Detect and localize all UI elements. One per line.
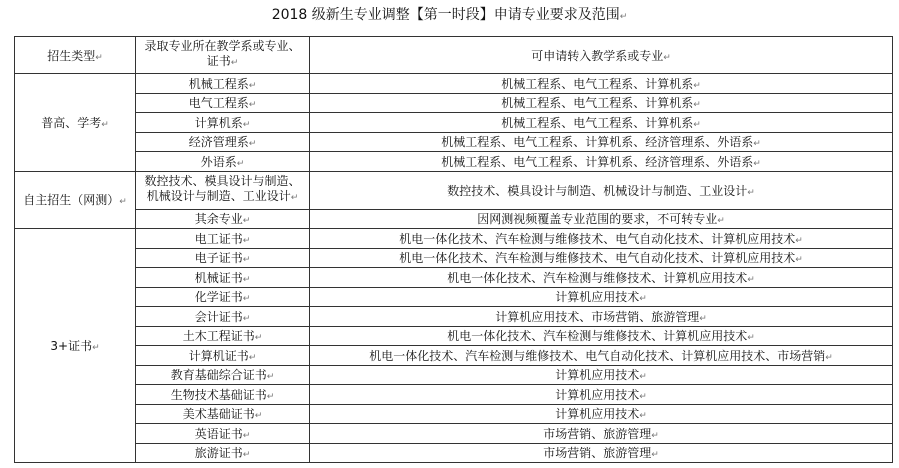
paragraph-mark-icon: ↵ <box>266 372 275 383</box>
table-row <box>15 268 893 288</box>
source-major-cell: 其余专业↵ <box>136 209 310 229</box>
paragraph-mark-icon: ↵ <box>248 100 257 111</box>
header-admission-type: 招生类型↵ <box>15 37 136 74</box>
paragraph-mark-icon: ↵ <box>639 391 647 402</box>
source-major-cell: 数控技术、模具设计与制造、机械设计与制造、工业设计↵ <box>136 171 310 209</box>
source-major-cell: 电工证书↵ <box>136 229 310 249</box>
target-majors-cell: 机电一体化技术、汽车检测与维修技术、计算机应用技术↵ <box>310 268 893 288</box>
target-majors-cell: 机电一体化技术、汽车检测与维修技术、计算机应用技术↵ <box>310 326 893 346</box>
paragraph-mark-icon: ↵ <box>119 197 127 208</box>
source-major-cell: 计算机证书↵ <box>136 346 310 366</box>
admission-type-cell: 普高、学考↵ <box>15 74 136 172</box>
source-major-cell: 美术基础证书↵ <box>136 404 310 424</box>
header-admitted-major: 录取专业所在教学系或专业、证书↵ <box>136 37 310 74</box>
paragraph-mark-icon: ↵ <box>290 193 299 203</box>
paragraph-mark-icon: ↵ <box>242 313 251 324</box>
paragraph-mark-icon: ↵ <box>242 450 251 461</box>
target-majors-cell: 因网测视频覆盖专业范围的要求，不可转专业↵ <box>310 209 893 229</box>
table-row <box>15 385 893 405</box>
header-transfer-options: 可申请转入教学系或专业↵ <box>310 37 893 74</box>
paragraph-mark-icon: ↵ <box>639 411 647 422</box>
table-row <box>15 346 893 366</box>
paragraph-mark-icon: ↵ <box>753 139 761 150</box>
target-majors-cell: 计算机应用技术↵ <box>310 385 893 405</box>
source-major-cell: 旅游证书↵ <box>136 443 310 463</box>
paragraph-mark-icon: ↵ <box>254 333 263 344</box>
target-majors-cell: 机电一体化技术、汽车检测与维修技术、电气自动化技术、计算机应用技术、市场营销↵ <box>310 346 893 366</box>
table-row <box>15 74 893 94</box>
target-majors-cell: 市场营销、旅游管理↵ <box>310 424 893 444</box>
paragraph-mark-icon: ↵ <box>651 430 659 441</box>
table-row <box>15 443 893 463</box>
paragraph-mark-icon: ↵ <box>795 255 803 266</box>
table-row <box>15 113 893 133</box>
paragraph-mark-icon: ↵ <box>753 158 761 169</box>
paragraph-mark-icon: ↵ <box>242 255 251 266</box>
paragraph-mark-icon: ↵ <box>242 235 251 246</box>
source-major-cell: 会计证书↵ <box>136 307 310 327</box>
paragraph-mark-icon: ↵ <box>693 119 701 130</box>
source-major-cell: 外语系↵ <box>136 152 310 172</box>
paragraph-mark-icon: ↵ <box>693 80 701 91</box>
table-row <box>15 326 893 346</box>
paragraph-mark-icon: ↵ <box>639 372 647 383</box>
target-majors-cell: 机械工程系、电气工程系、计算机系↵ <box>310 113 893 133</box>
table-row <box>15 132 893 152</box>
source-major-cell: 机械证书↵ <box>136 268 310 288</box>
paragraph-mark-icon: ↵ <box>242 274 251 285</box>
paragraph-mark-icon: ↵ <box>795 235 803 246</box>
target-majors-cell: 机械工程系、电气工程系、计算机系↵ <box>310 93 893 113</box>
target-majors-cell: 数控技术、模具设计与制造、机械设计与制造、工业设计↵ <box>310 171 893 209</box>
paragraph-mark-icon: ↵ <box>236 158 245 169</box>
source-major-cell: 土木工程证书↵ <box>136 326 310 346</box>
paragraph-mark-icon: ↵ <box>639 294 647 305</box>
paragraph-mark-icon: ↵ <box>248 139 257 150</box>
target-majors-cell: 机电一体化技术、汽车检测与维修技术、电气自动化技术、计算机应用技术↵ <box>310 229 893 249</box>
paragraph-mark-icon: ↵ <box>248 80 257 91</box>
table-header-row <box>15 37 893 74</box>
paragraph-mark-icon: ↵ <box>242 119 251 130</box>
table-row <box>15 229 893 249</box>
source-major-cell: 机械工程系↵ <box>136 74 310 94</box>
paragraph-mark-icon: ↵ <box>254 411 263 422</box>
paragraph-mark-icon: ↵ <box>619 12 628 22</box>
table-row <box>15 248 893 268</box>
admission-type-cell: 3+证书↵ <box>15 229 136 463</box>
page-title: 2018 级新生专业调整【第一时段】申请专业要求及范围↵ <box>271 7 628 23</box>
paragraph-mark-icon: ↵ <box>699 313 707 324</box>
target-majors-cell: 机电一体化技术、汽车检测与维修技术、电气自动化技术、计算机应用技术↵ <box>310 248 893 268</box>
source-major-cell: 生物技术基础证书↵ <box>136 385 310 405</box>
target-majors-cell: 市场营销、旅游管理↵ <box>310 443 893 463</box>
target-majors-cell: 机械工程系、电气工程系、计算机系、经济管理系、外语系↵ <box>310 152 893 172</box>
target-majors-cell: 机械工程系、电气工程系、计算机系、经济管理系、外语系↵ <box>310 132 893 152</box>
admission-type-cell: 自主招生（网测）↵ <box>15 171 136 229</box>
table-row <box>15 404 893 424</box>
paragraph-mark-icon: ↵ <box>825 352 833 363</box>
source-major-cell: 电气工程系↵ <box>136 93 310 113</box>
paragraph-mark-icon: ↵ <box>747 333 755 344</box>
source-major-cell: 英语证书↵ <box>136 424 310 444</box>
paragraph-mark-icon: ↵ <box>747 187 755 198</box>
target-majors-cell: 计算机应用技术、市场营销、旅游管理↵ <box>310 307 893 327</box>
table-row <box>15 365 893 385</box>
paragraph-mark-icon: ↵ <box>242 430 251 441</box>
target-majors-cell: 计算机应用技术↵ <box>310 404 893 424</box>
paragraph-mark-icon: ↵ <box>248 352 257 363</box>
paragraph-mark-icon: ↵ <box>95 52 103 63</box>
target-majors-cell: 计算机应用技术↵ <box>310 287 893 307</box>
paragraph-mark-icon: ↵ <box>92 343 100 353</box>
table-row <box>15 209 893 229</box>
paragraph-mark-icon: ↵ <box>266 391 275 402</box>
paragraph-mark-icon: ↵ <box>717 216 725 227</box>
source-major-cell: 计算机系↵ <box>136 113 310 133</box>
transfer-requirements-table <box>14 36 893 463</box>
paragraph-mark-icon: ↵ <box>242 294 251 305</box>
table-row <box>15 171 893 209</box>
source-major-cell: 教育基础综合证书↵ <box>136 365 310 385</box>
target-majors-cell: 计算机应用技术↵ <box>310 365 893 385</box>
table-row <box>15 287 893 307</box>
paragraph-mark-icon: ↵ <box>101 119 109 130</box>
table-row <box>15 307 893 327</box>
paragraph-mark-icon: ↵ <box>651 450 659 461</box>
source-major-cell: 经济管理系↵ <box>136 132 310 152</box>
paragraph-mark-icon: ↵ <box>747 274 755 285</box>
paragraph-mark-icon: ↵ <box>693 100 701 111</box>
table-row <box>15 152 893 172</box>
source-major-cell: 化学证书↵ <box>136 287 310 307</box>
table-row <box>15 424 893 444</box>
source-major-cell: 电子证书↵ <box>136 248 310 268</box>
table-body <box>15 74 893 463</box>
table-row <box>15 93 893 113</box>
paragraph-mark-icon: ↵ <box>242 216 251 227</box>
paragraph-mark-icon: ↵ <box>663 52 671 63</box>
paragraph-mark-icon: ↵ <box>230 58 239 68</box>
target-majors-cell: 机械工程系、电气工程系、计算机系↵ <box>310 74 893 94</box>
